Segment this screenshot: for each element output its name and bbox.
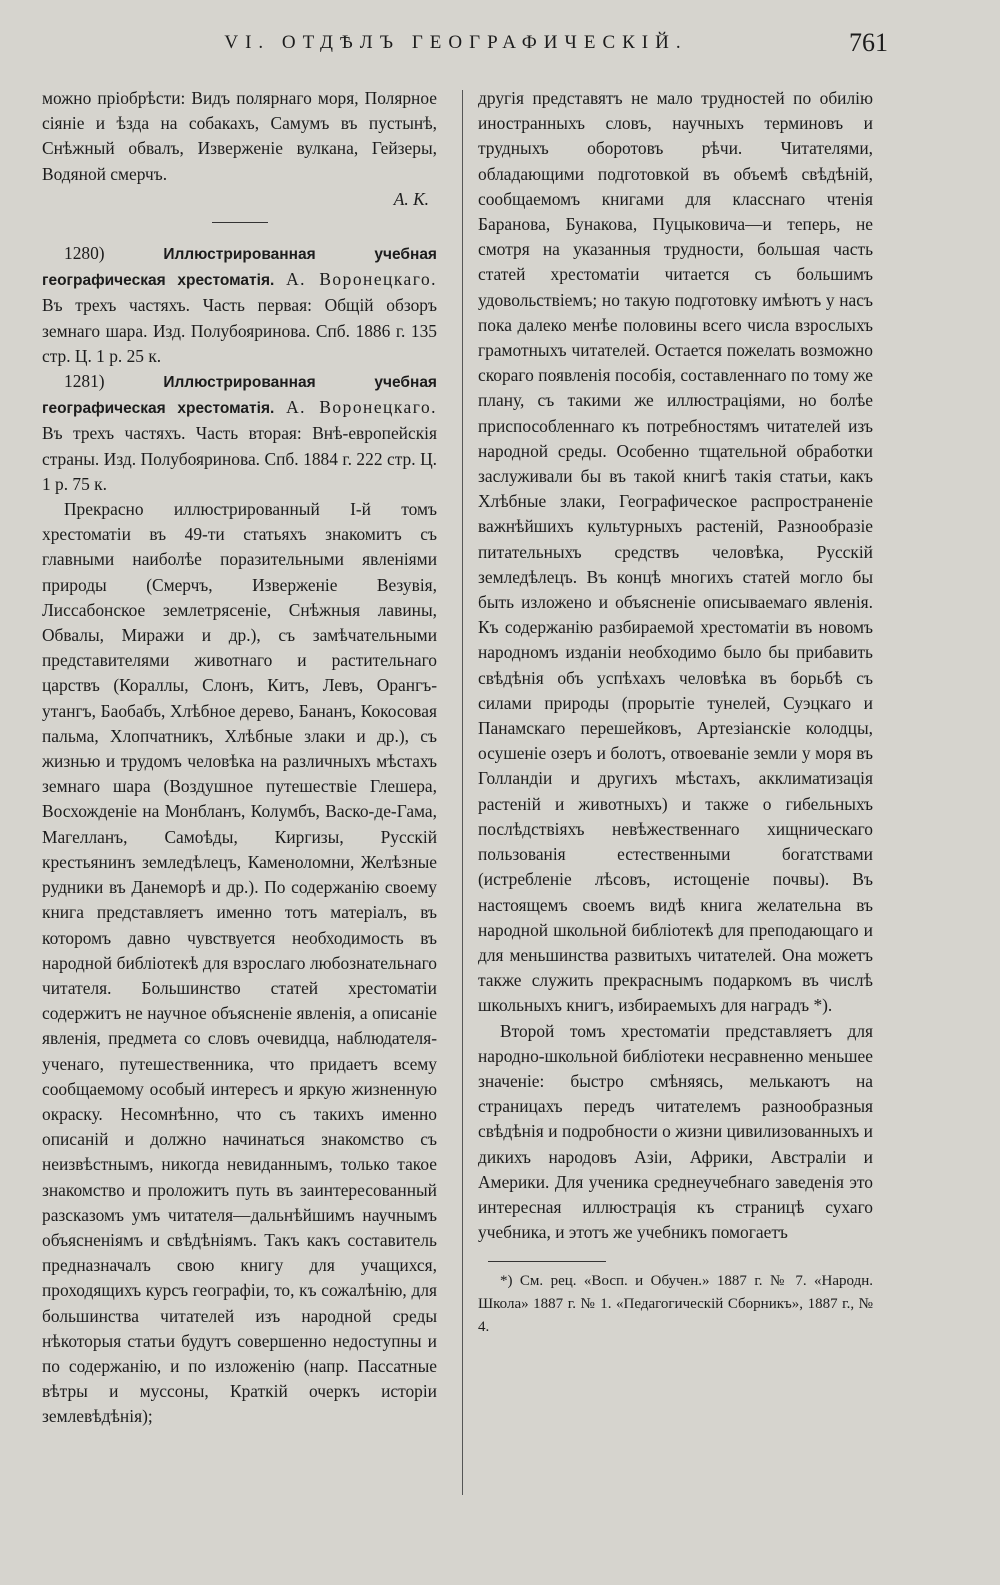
entry-title: Иллюстрированная учебная географическая хрестоматія. (42, 374, 437, 418)
page-number: 761 (849, 28, 888, 57)
separator-rule (212, 222, 268, 223)
entry-author: А. Воронецкаго. (286, 269, 437, 290)
entry-number: 1280) (64, 243, 105, 264)
reviewer-signature: А. К. (393, 188, 429, 209)
entry-1281 (42, 369, 437, 497)
intro-paragraph: можно пріобрѣсти: Видъ полярнаго моря, Полярное сіяніе и ѣзда на собакахъ, Самумъ въ пустынѣ, Снѣжный обвалъ, Изверженіе вулкана, Гейзеры, Водяной смерчъ. (42, 88, 437, 184)
second-volume-paragraph: Второй томъ хрестоматіи представляетъ для народно-школьной библіотеки несравненно меньшее значеніе: быстро смѣняясь, мелькаютъ на страницахъ передъ читателемъ разнообразныя свѣдѣнія и подробности о жизни цивилизованныхъ и дикихъ народовъ Азіи, Африки, Австраліи и Америки. Для ученика среднеучебнаго заведенія это интересная иллюстрація къ страницѣ сухаго учебника, и этотъ же учебникъ помогаетъ (478, 1020, 873, 1243)
footnote-rule (488, 1261, 606, 1262)
entry-number: 1281) (64, 371, 105, 392)
entry-details: Въ трехъ частяхъ. Часть вторая: Внѣ-европейскія страны. Изд. Полубояринова. Спб. 1884 г. 222 стр. Ц. 1 р. 75 к. (42, 423, 437, 494)
footnote: *) См. рец. «Восп. и Обучен.» 1887 г. № 7. «Народн. Школа» 1887 г. № 1. «Педагогическій Сборникъ», 1887 г., № 4. (478, 1273, 873, 1336)
entry-title: Иллюстрированная учебная географическая хрестоматія. (42, 246, 437, 290)
left-column (42, 86, 437, 1430)
review-continuation: другія представятъ не мало трудностей по обилію иностранныхъ словъ, научныхъ терминовъ и трудныхъ оборотовъ рѣчи. Читателями, обладающими подготовкой въ объемѣ свѣдѣній, сообщаемомъ книгами для класснаго чтенія Баранова, Бунакова, Пуцыковича—и теперь, не смотря на указанныя трудности, большая часть статей хрестоматіи читается съ большимъ удовольствіемъ; но такую подготовку имѣютъ у насъ пока далеко менѣе половины всего числа взрослыхъ грамотныхъ читателей. Остается пожелать возможно скораго появленія пособія, составленнаго по тому же плану, съ такими же иллюстраціями, но болѣе приспособленнаго къ потребностямъ читателей изъ народной среды. Особенно тщательной обработки заслуживали бы въ такой книгѣ такія статьи, какъ Хлѣбные злаки, Географическое распространеніе важнѣйшихъ культурныхъ растеній, Разнообразіе питательныхъ средствъ человѣка, Русскій земледѣлецъ. Въ концѣ многихъ статей могло бы быть изложено и объясненіе описываемаго явленія. Къ содержанію разбираемой хрестоматіи въ новомъ народномъ изданіи необходимо было бы прибавить свѣдѣнія объ успѣхахъ человѣка въ борьбѣ съ силами природы (прорытіе тунелей, Суэцкаго и Панамскаго перешейковъ, Артезіанскіе колодцы, осушеніе озеръ и болотъ, отвоеваніе земли у моря въ Голландіи и другихъ мѣстахъ, акклиматизація растеній и животныхъ) и также о гибельныхъ послѣдствіяхъ невѣжественнаго хищническаго пользованія естественными богатствами (истребленіе лѣсовъ, истощеніе почвы). Въ настоящемъ своемъ видѣ книга желательна въ народной школьной библіотекѣ для преподающаго и для меньшинства развитыхъ читателей. Она можетъ также служить прекраснымъ подаркомъ въ числѣ школьныхъ книгъ, избираемыхъ для наградъ *). (478, 88, 873, 1016)
entry-details: Въ трехъ частяхъ. Часть первая: Общій обзоръ земнаго шара. Изд. Полубояринова. Спб. 1886 г. 135 стр. Ц. 1 р. 25 к. (42, 295, 437, 366)
running-header (36, 28, 888, 68)
entry-1280 (42, 241, 437, 369)
entry-author: А. Воронецкаго. (286, 397, 437, 418)
column-divider (462, 90, 463, 1495)
review-paragraph: Прекрасно иллюстрированный I-й томъ хрестоматіи въ 49-ти статьяхъ знакомитъ съ главными наиболѣе поразительными явленіями природы (Смерчъ, Изверженіе Везувія, Лиссабонское землетрясеніе, Снѣжныя лавины, Обвалы, Миражи и др.), съ замѣчательными представителями животнаго и растительнаго царствъ (Кораллы, Слонъ, Китъ, Левъ, Орангъ-утангъ, Баобабъ, Хлѣбное дерево, Бананъ, Кокосовая пальма, Хлопчатникъ, Хлѣбные злаки и др.), съ жизнью и трудомъ человѣка на различныхъ мѣстахъ земнаго шара (Воздушное путешествіе Глешера, Восхожденіе на Монбланъ, Колумбъ, Васко-де-Гама, Магелланъ, Самоѣды, Киргизы, Русскій крестьянинъ земледѣлецъ, Каменоломни, Желѣзные рудники въ Данеморѣ и др.). По содержанію своему книга представляетъ именно тотъ матеріалъ, въ которомъ давно чувствуется необходимость въ народной библіотекѣ для взрослаго любознательнаго читателя. Большинство статей хрестоматіи содержитъ не научное объясненіе явленія, а описаніе явленія, предмета со словъ очевидца, наблюдателя-ученаго, путешественника, что придаетъ всему сообщаемому особый интересъ и яркую жизненную окраску. Несомнѣнно, что съ такихъ именно описаній и должно начинаться знакомство съ неизвѣстнымъ, никогда невиданнымъ, только такое знакомство и проложитъ путь въ заинтересованный разсказомъ умъ читателя—дальнѣйшимъ научнымъ объясненіямъ и свѣдѣніямъ. Такъ какъ составитель предназначалъ свою книгу для учащихся, проходящихъ курсъ географіи, то, къ сожалѣнію, для большинства читателей изъ народной среды нѣкоторыя статьи будутъ совершенно недоступны и по содержанію, и по изложенію (напр. Пассатные вѣтры и муссоны, Краткій очеркъ исторіи землевѣдѣнія); (42, 499, 437, 1427)
section-title: VI. ОТДѢЛЪ ГЕОГРАФИЧЕСКІЙ. (224, 32, 688, 53)
right-column (478, 86, 873, 1339)
